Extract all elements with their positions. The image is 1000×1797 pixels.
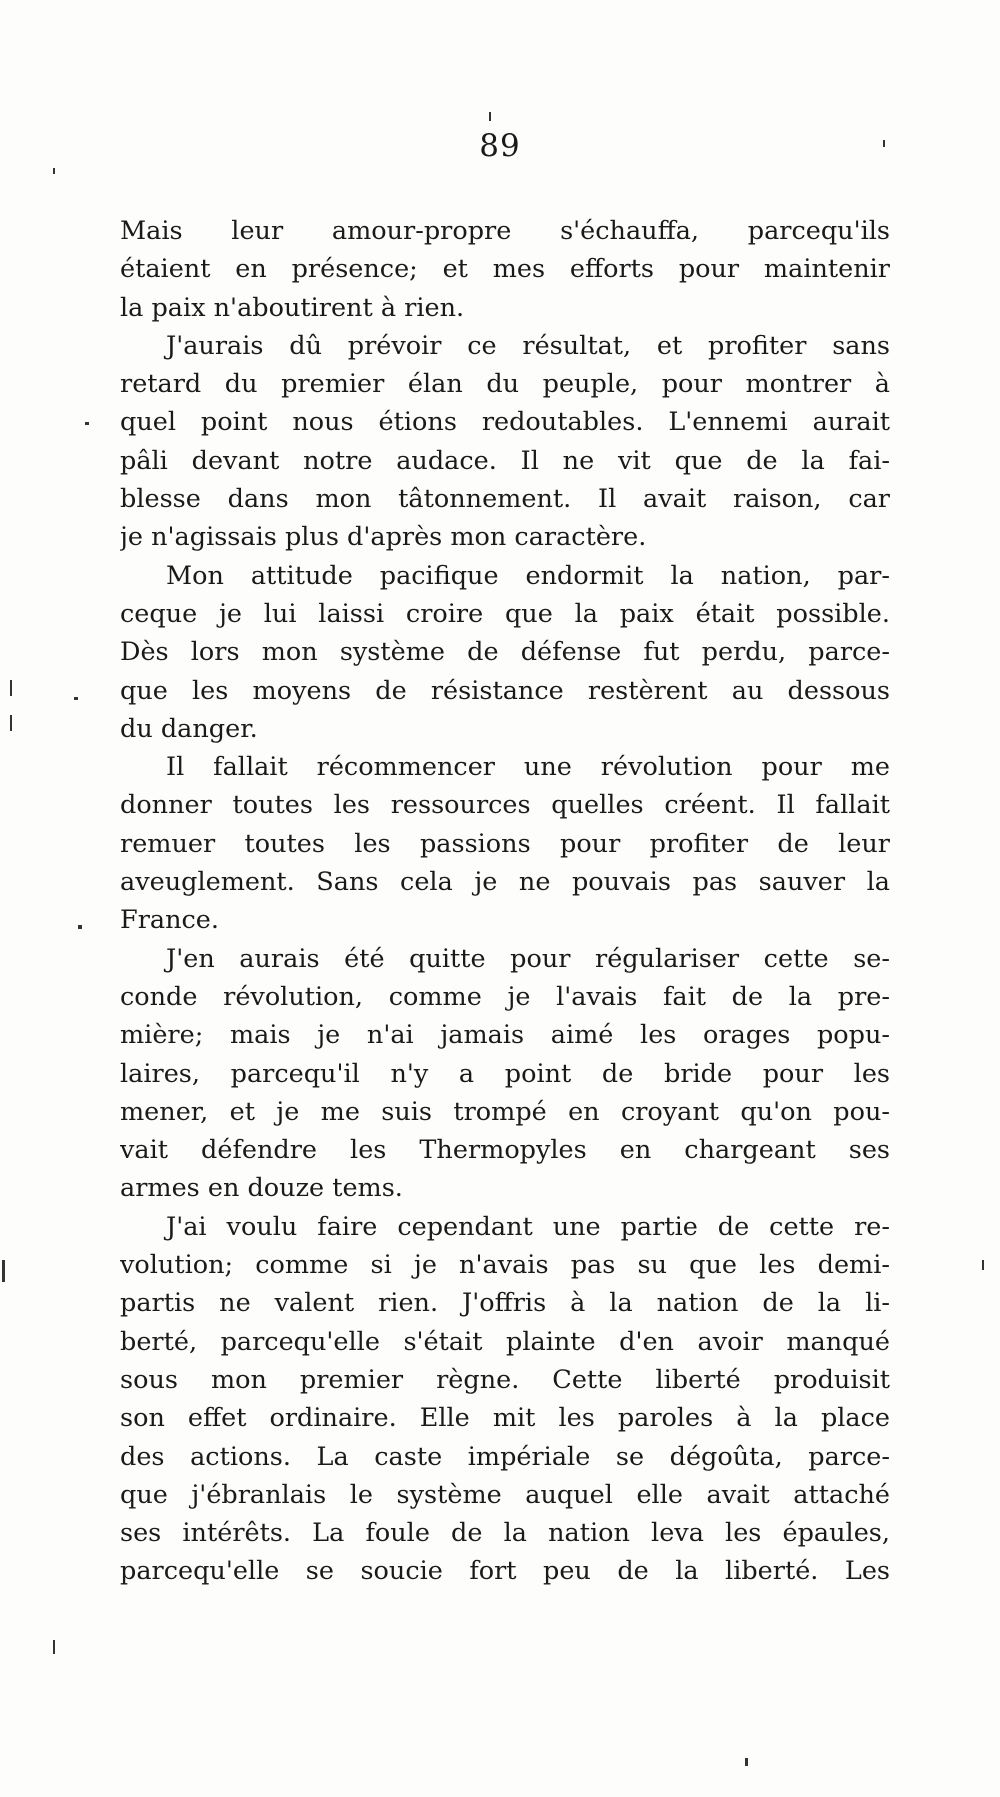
text-line: remuer toutes les passions pour profiter de leur bbox=[120, 828, 890, 859]
body-text bbox=[120, 212, 890, 1591]
text-line: son effet ordinaire. Elle mit les paroles à la place bbox=[120, 1403, 890, 1434]
text-line: blesse dans mon tâtonnement. Il avait raison, car bbox=[120, 484, 890, 515]
text-line: mener, et je me suis trompé en croyant qu'on pou- bbox=[120, 1096, 890, 1127]
text-line: conde révolution, comme je l'avais fait de la pre- bbox=[120, 981, 890, 1012]
text-line: mière; mais je n'ai jamais aimé les orages popu- bbox=[120, 1020, 890, 1051]
text-line: J'ai voulu faire cependant une partie de cette re- bbox=[166, 1211, 890, 1242]
page-number: 89 bbox=[479, 128, 521, 164]
scan-speck bbox=[10, 715, 12, 731]
text-line: volution; comme si je n'avais pas su que les demi- bbox=[120, 1250, 890, 1281]
text-line: berté, parcequ'elle s'était plainte d'en avoir manqué bbox=[120, 1326, 890, 1357]
text-line: J'en aurais été quitte pour régulariser cette se- bbox=[166, 943, 890, 974]
text-line: laires, parcequ'il n'y a point de bride pour les bbox=[120, 1058, 890, 1089]
text-line: que les moyens de résistance restèrent au dessous bbox=[120, 675, 890, 706]
text-line: retard du premier élan du peuple, pour montrer à bbox=[120, 369, 890, 400]
text-line: Mon attitude pacifique endormit la nation, par- bbox=[166, 560, 890, 591]
text-line: J'aurais dû prévoir ce résultat, et profiter sans bbox=[166, 330, 890, 361]
scan-speck bbox=[489, 112, 491, 121]
text-line: je n'agissais plus d'après mon caractère. bbox=[120, 522, 647, 553]
text-line: France. bbox=[120, 905, 219, 936]
text-line: donner toutes les ressources quelles créent. Il fallait bbox=[120, 790, 890, 821]
scan-speck bbox=[78, 925, 82, 929]
text-line: des actions. La caste impériale se dégoûta, parce- bbox=[120, 1441, 890, 1472]
text-line: la paix n'aboutirent à rien. bbox=[120, 292, 465, 323]
text-line: Il fallait récommencer une révolution pour me bbox=[166, 752, 890, 783]
text-line: pâli devant notre audace. Il ne vit que de la fai- bbox=[120, 445, 890, 476]
text-line: Dès lors mon système de défense fut perdu, parce- bbox=[120, 637, 890, 668]
text-line: quel point nous étions redoutables. L'ennemi aurait bbox=[120, 407, 890, 438]
scan-speck bbox=[74, 697, 78, 700]
text-line: étaient en présence; et mes efforts pour maintenir bbox=[120, 254, 890, 285]
text-line: partis ne valent rien. J'offris à la nation de la li- bbox=[120, 1288, 890, 1319]
text-line: sous mon premier règne. Cette liberté produisit bbox=[120, 1364, 890, 1395]
scan-speck bbox=[883, 140, 885, 147]
scan-speck bbox=[745, 1758, 748, 1766]
text-line: armes en douze tems. bbox=[120, 1173, 403, 1204]
scan-speck bbox=[10, 680, 12, 696]
scan-speck bbox=[982, 1260, 984, 1270]
text-line: que j'ébranlais le système auquel elle avait attaché bbox=[120, 1479, 890, 1510]
scan-speck bbox=[2, 1260, 5, 1282]
scan-speck bbox=[53, 168, 55, 174]
text-line: Mais leur amour-propre s'échauffa, parcequ'ils bbox=[120, 216, 890, 246]
text-line: ses intérêts. La foule de la nation leva les épaules, bbox=[120, 1518, 890, 1549]
text-line: parcequ'elle se soucie fort peu de la liberté. Les bbox=[120, 1556, 890, 1587]
scan-speck bbox=[53, 1640, 55, 1654]
text-line: vait défendre les Thermopyles en chargeant ses bbox=[120, 1135, 890, 1166]
scan-speck bbox=[85, 422, 89, 425]
text-line: aveuglement. Sans cela je ne pouvais pas sauver la bbox=[120, 867, 890, 898]
text-line: ceque je lui laissi croire que la paix était possible. bbox=[120, 598, 890, 629]
text-line: du danger. bbox=[120, 713, 258, 744]
